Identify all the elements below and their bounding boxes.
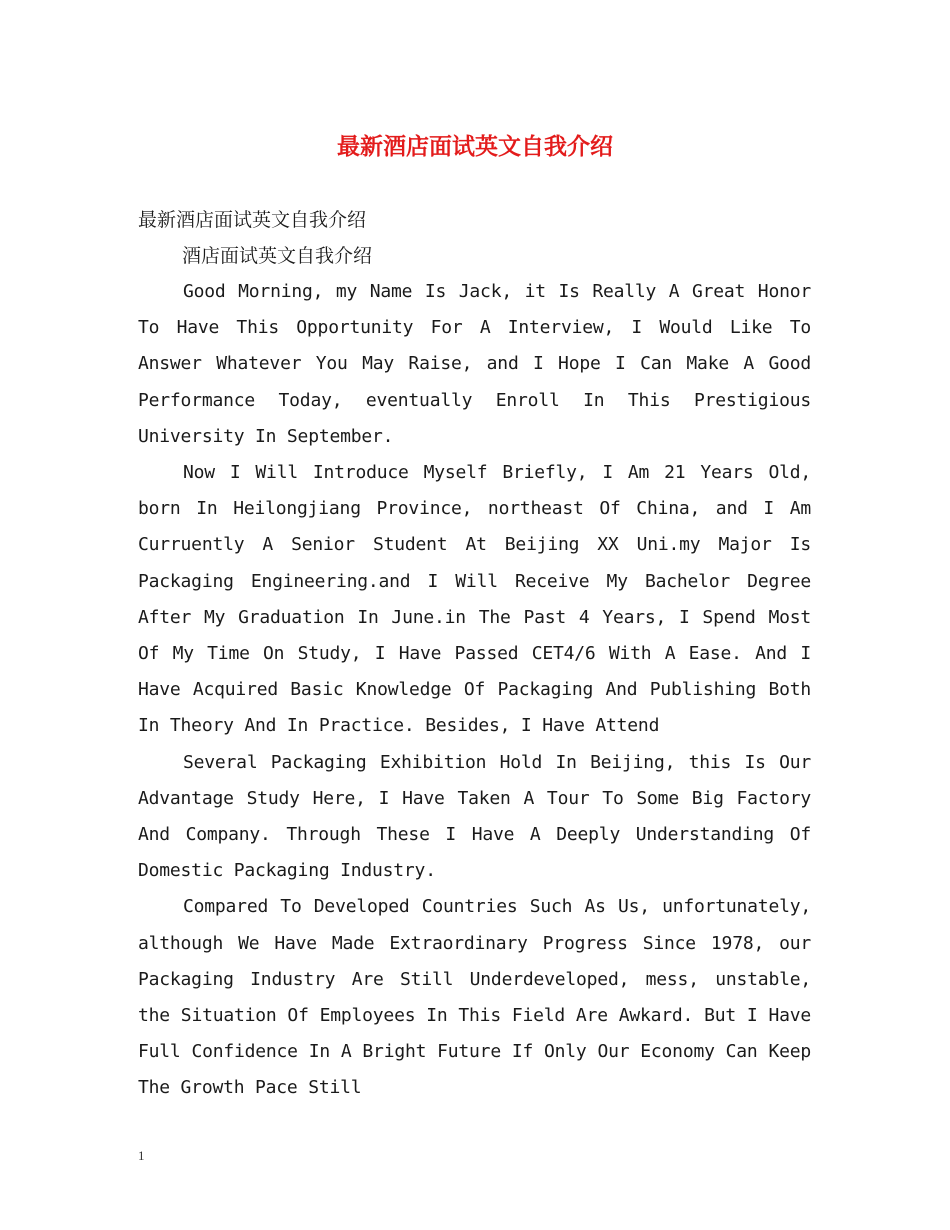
document-body xyxy=(138,202,811,1107)
page-number: 1 xyxy=(138,1148,145,1163)
subtitle-primary: 最新酒店面试英文自我介绍 xyxy=(138,209,367,231)
subtitle-secondary: 酒店面试英文自我介绍 xyxy=(182,245,373,267)
paragraph-greeting: Good Morning, my Name Is Jack, it Is Really A Great Honor To Have This Opportunity For A Interview, I Would Like To Answer Whatever You May Raise, and I Hope I Can Make A Good Performance Today, eventually Enroll In This Prestigious University In September. xyxy=(138,281,811,447)
paragraph-exhibition: Several Packaging Exhibition Hold In Beijing, this Is Our Advantage Study Here, I Have Taken A Tour To Some Big Factory And Company. Through These I Have A Deeply Understanding Of Domestic Packaging Industry. xyxy=(138,751,811,882)
paragraph-comparison: Compared To Developed Countries Such As Us, unfortunately, although We Have Made Extraordinary Progress Since 1978, our Packaging Industry Are Still Underdeveloped, mess, unstable, the Situation Of Employees In This Field Are Awkard. But I Have Full Confidence In A Bright Future If Only Our Economy Can Keep The Growth Pace Still xyxy=(138,896,811,1099)
paragraph-introduction: Now I Will Introduce Myself Briefly, I Am 21 Years Old, born In Heilongjiang Province, northeast Of China, and I Am Curruently A Senior Student At Beijing XX Uni.my Major Is Packaging Engineering.and I Will Receive My Bachelor Degree After My Graduation In June.in The Past 4 Years, I Spend Most Of My Time On Study, I Have Passed CET4/6 With A Ease. And I Have Acquired Basic Knowledge Of Packaging And Publishing Both In Theory And In Practice. Besides, I Have Attend xyxy=(138,462,811,737)
document-title: 最新酒店面试英文自我介绍 xyxy=(337,133,613,160)
